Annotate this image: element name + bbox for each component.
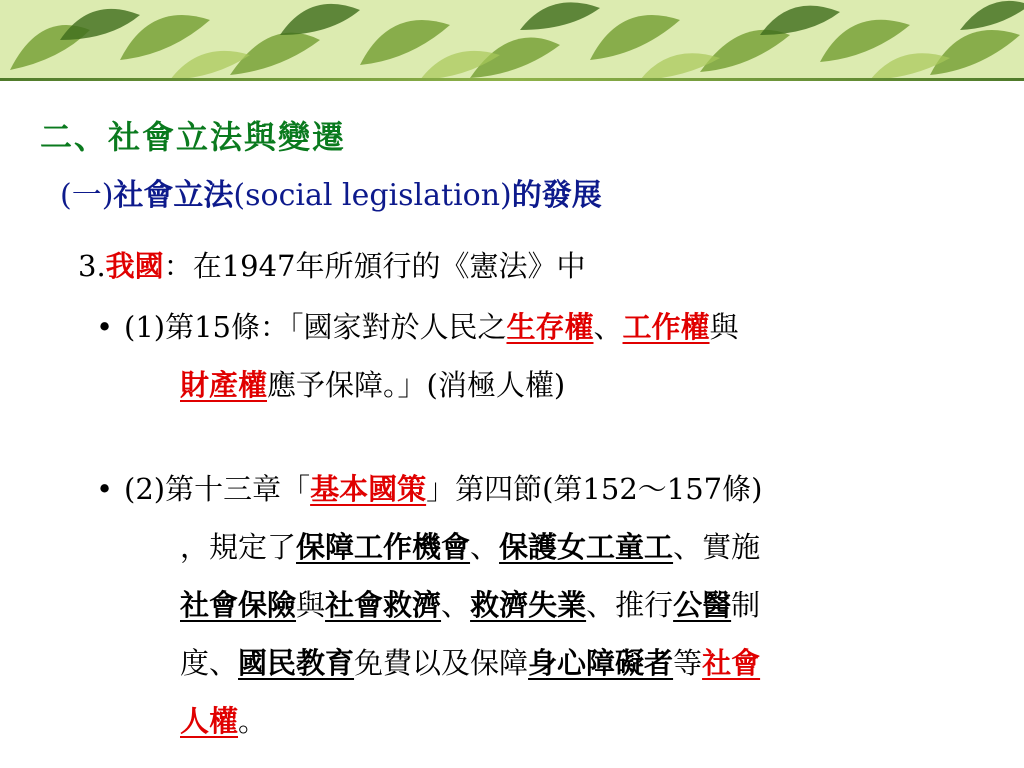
term-women-child-labor: 保護女工童工 bbox=[499, 530, 674, 564]
term-job-opportunity: 保障工作機會 bbox=[296, 530, 471, 564]
subtitle-topic: 社會立法 bbox=[113, 178, 234, 213]
banner-divider bbox=[0, 78, 1024, 81]
term-national-education: 國民教育 bbox=[238, 646, 355, 680]
bullet-2-text: 。 bbox=[238, 704, 268, 738]
subtitle-prefix: (一) bbox=[60, 178, 114, 213]
bullet-1-text: 與 bbox=[709, 310, 739, 344]
term-unemployment-relief: 救濟失業 bbox=[470, 588, 587, 622]
term-basic-national-policy: 基本國策 bbox=[310, 472, 427, 506]
bullet-2-text: 免費以及保障 bbox=[354, 646, 529, 680]
slide-subtitle bbox=[60, 170, 602, 214]
bullet-2-text: 」第四節(第152～157條) bbox=[426, 472, 763, 506]
bullet-2-text: 與 bbox=[296, 588, 326, 622]
subtitle-suffix: 的發展 bbox=[511, 178, 602, 213]
point-3-number: 3. bbox=[78, 249, 106, 283]
bullet-2-text: ，規定了 bbox=[180, 530, 297, 564]
term-property-right: 財產權 bbox=[180, 368, 268, 402]
term-social-human-rights-cont: 人權 bbox=[180, 704, 239, 738]
bullet-1-text: 應予保障。」(消極人權) bbox=[267, 368, 566, 402]
point-3-text: ：在1947年所頒行的《憲法》中 bbox=[163, 249, 586, 283]
term-work-right: 工作權 bbox=[622, 310, 710, 344]
bullet-marker: • bbox=[96, 472, 114, 506]
bullet-2-text: 等 bbox=[673, 646, 703, 680]
bullet-2-text: 制 bbox=[731, 588, 761, 622]
bullet-2-text: 、 bbox=[441, 588, 471, 622]
bullet-2-text: 、推行 bbox=[586, 588, 674, 622]
bullet-2-text: 度、 bbox=[180, 646, 239, 680]
term-disabled-persons: 身心障礙者 bbox=[528, 646, 674, 680]
bullet-2-text: 、 bbox=[470, 530, 500, 564]
bullet-marker: • bbox=[96, 310, 114, 344]
point-3 bbox=[78, 244, 586, 285]
point-3-highlight: 我國 bbox=[105, 249, 164, 283]
term-social-relief: 社會救濟 bbox=[325, 588, 442, 622]
bullet-2 bbox=[96, 460, 762, 750]
leaf-banner bbox=[0, 0, 1024, 80]
term-social-insurance: 社會保險 bbox=[180, 588, 297, 622]
bullet-2-text: 、實施 bbox=[673, 530, 761, 564]
term-social-human-rights: 社會 bbox=[702, 646, 761, 680]
bullet-1 bbox=[96, 298, 739, 414]
bullet-1-text: 、 bbox=[593, 310, 623, 344]
bullet-2-text: (2)第十三章「 bbox=[124, 472, 311, 506]
leaf-banner-image bbox=[0, 0, 1024, 80]
subtitle-english: (social legislation) bbox=[233, 178, 512, 213]
term-survival-right: 生存權 bbox=[506, 310, 594, 344]
term-public-medical: 公醫 bbox=[673, 588, 732, 622]
bullet-1-text: (1)第15條：「國家對於人民之 bbox=[124, 310, 507, 344]
slide-title: 二、社會立法與變遷 bbox=[40, 118, 347, 156]
